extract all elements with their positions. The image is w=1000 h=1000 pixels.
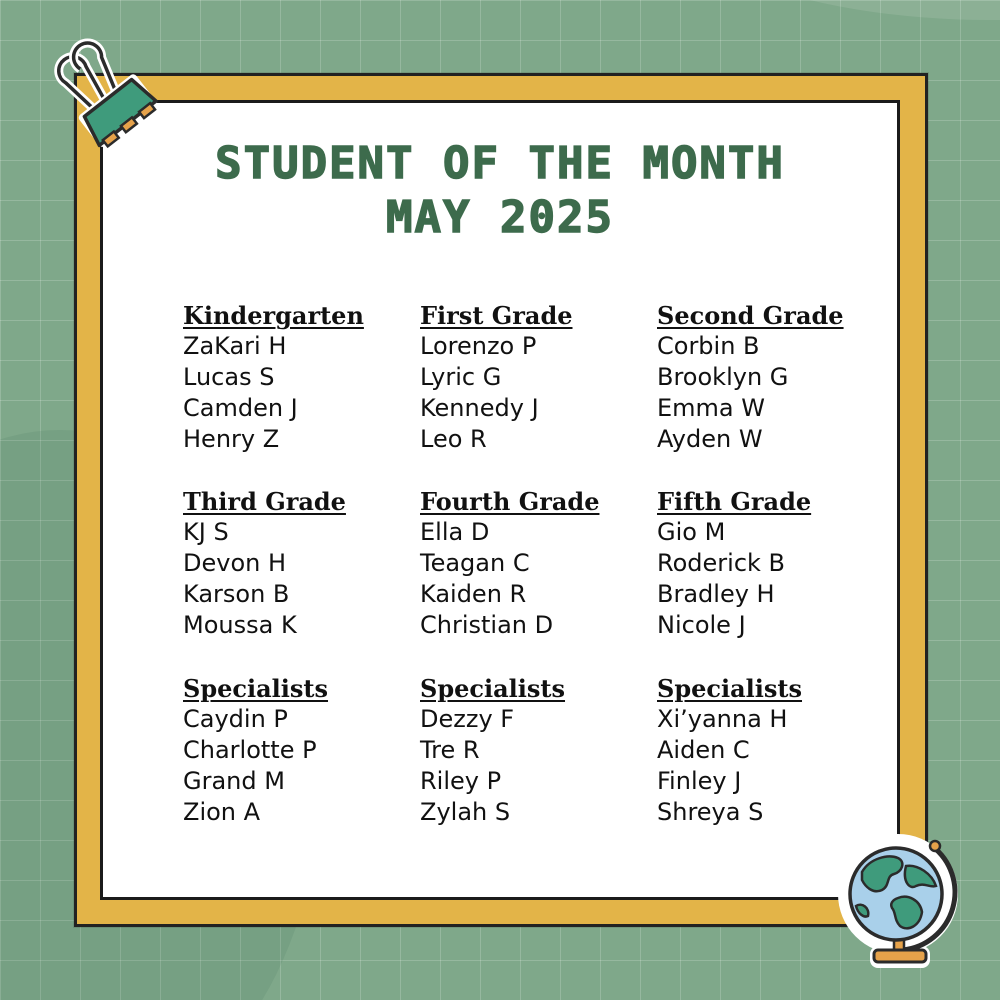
- specialists-group-3: [657, 673, 877, 828]
- student-name: Finley J: [657, 767, 742, 795]
- student-name: Kennedy J: [420, 394, 539, 422]
- student-name: Christian D: [420, 611, 554, 639]
- student-name: Henry Z: [183, 425, 280, 453]
- group-heading: Specialists: [183, 674, 329, 703]
- student-name: Grand M: [183, 767, 285, 795]
- student-name: Corbin B: [657, 332, 760, 360]
- student-name: Ella D: [420, 518, 490, 546]
- student-name: Tre R: [420, 736, 480, 764]
- student-name: Devon H: [183, 549, 287, 577]
- group-heading: Specialists: [420, 674, 566, 703]
- grade-group-first: [420, 300, 640, 455]
- student-name: Zylah S: [420, 798, 511, 826]
- student-name: Roderick B: [657, 549, 786, 577]
- globe-icon: [836, 828, 964, 972]
- grade-group-kindergarten: [183, 300, 403, 455]
- student-name: Shreya S: [657, 798, 764, 826]
- group-heading: Fourth Grade: [420, 487, 600, 516]
- poster-subtitle-month: MAY 2025: [386, 192, 614, 243]
- student-name: Lorenzo P: [420, 332, 537, 360]
- group-heading: Third Grade: [183, 487, 346, 516]
- grade-group-third: [183, 486, 403, 641]
- group-heading: First Grade: [420, 301, 573, 330]
- student-name: Lucas S: [183, 363, 275, 391]
- student-name: ZaKari H: [183, 332, 287, 360]
- student-name: KJ S: [183, 518, 229, 546]
- student-name: Moussa K: [183, 611, 297, 639]
- student-name: Gio M: [657, 518, 726, 546]
- student-name: Dezzy F: [420, 705, 515, 733]
- student-name: Emma W: [657, 394, 765, 422]
- student-name: Karson B: [183, 580, 290, 608]
- student-name: Camden J: [183, 394, 298, 422]
- student-name: Riley P: [420, 767, 502, 795]
- grade-group-second: [657, 300, 877, 455]
- specialists-group-2: [420, 673, 640, 828]
- grade-group-fourth: [420, 486, 640, 641]
- student-name: Brooklyn G: [657, 363, 789, 391]
- student-name: Teagan C: [420, 549, 530, 577]
- background-wave: [640, 0, 1000, 20]
- student-name: Kaiden R: [420, 580, 527, 608]
- student-name: Leo R: [420, 425, 487, 453]
- student-name: Charlotte P: [183, 736, 317, 764]
- student-name: Ayden W: [657, 425, 763, 453]
- student-name: Caydin P: [183, 705, 288, 733]
- student-name: Xi’yanna H: [657, 705, 788, 733]
- group-heading: Specialists: [657, 674, 803, 703]
- group-heading: Kindergarten: [183, 301, 364, 330]
- specialists-group-1: [183, 673, 403, 828]
- poster-title: STUDENT OF THE MONTH: [215, 138, 785, 189]
- student-name: Nicole J: [657, 611, 746, 639]
- student-name: Zion A: [183, 798, 261, 826]
- group-heading: Second Grade: [657, 301, 844, 330]
- group-heading: Fifth Grade: [657, 487, 812, 516]
- student-name: Lyric G: [420, 363, 502, 391]
- student-name: Bradley H: [657, 580, 775, 608]
- binder-clip-icon: [48, 38, 168, 158]
- grade-group-fifth: [657, 486, 877, 641]
- student-name: Aiden C: [657, 736, 750, 764]
